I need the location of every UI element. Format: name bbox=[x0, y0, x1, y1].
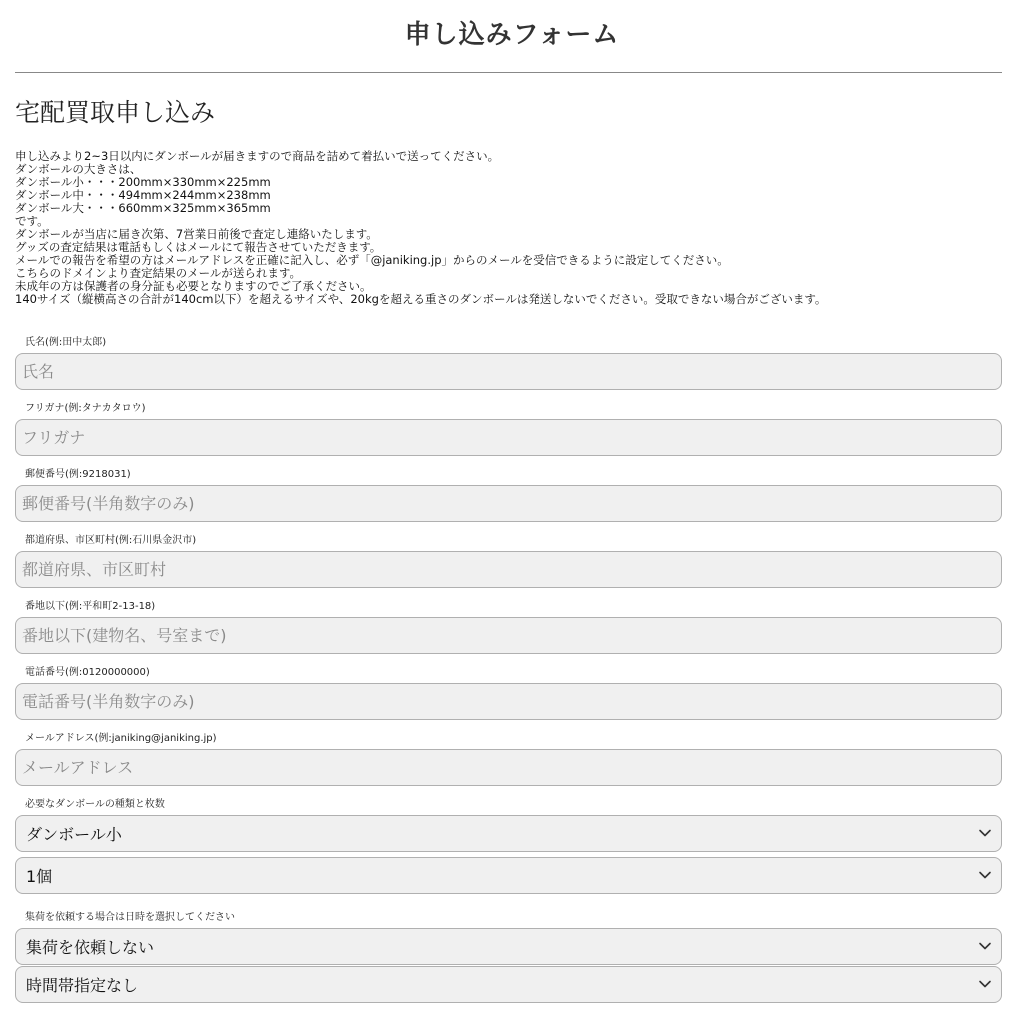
notice-line: こちらのドメインより査定結果のメールが送られます。 bbox=[15, 266, 302, 280]
header-divider bbox=[15, 72, 1002, 73]
box-count-select[interactable] bbox=[15, 857, 1002, 894]
notice-line: 申し込みより2~3日以内にダンボールが届きますので商品を詰めて着払いで送ってください。 bbox=[15, 149, 500, 163]
pickup-time-select[interactable] bbox=[15, 966, 1002, 1003]
furigana-label: フリガナ(例:タナカタロウ) bbox=[25, 403, 146, 414]
notice-line: ダンボールが当店に届き次第、7営業日前後で査定し連絡いたします。 bbox=[15, 227, 378, 241]
email-label: メールアドレス(例:janiking@janiking.jp) bbox=[25, 733, 217, 744]
notice-line: 未成年の方は保護者の身分証も必要となりますのでご了承ください。 bbox=[15, 279, 372, 293]
application-form bbox=[15, 336, 1002, 1008]
email-input[interactable] bbox=[15, 749, 1002, 786]
box-type-value[interactable]: ダンボール小 bbox=[15, 815, 1002, 852]
notice-text bbox=[15, 150, 1010, 306]
furigana-input[interactable] bbox=[15, 419, 1002, 456]
postal-code-input[interactable] bbox=[15, 485, 1002, 522]
pickup-date-value[interactable]: 集荷を依頼しない bbox=[15, 928, 1002, 965]
box-count-value[interactable]: 1個 bbox=[15, 857, 1002, 894]
pickup-date-select[interactable] bbox=[15, 928, 1002, 965]
prefecture-city-label: 都道府県、市区町村(例:石川県金沢市) bbox=[25, 535, 197, 546]
pickup-label: 集荷を依頼する場合は日時を選択してください bbox=[25, 912, 235, 923]
notice-line: メールでの報告を希望の方はメールアドレスを正確に記入し、必ず「@janiking.jp」からのメールを受信できるように設定してください。 bbox=[15, 253, 729, 267]
section-title: 宅配買取申し込み bbox=[15, 98, 216, 127]
prefecture-city-input[interactable] bbox=[15, 551, 1002, 588]
notice-line: ダンボール中・・・494mm×244mm×238mm bbox=[15, 188, 271, 202]
name-input[interactable] bbox=[15, 353, 1002, 390]
postal-code-label: 郵便番号(例:9218031) bbox=[25, 469, 131, 480]
box-selection-label: 必要なダンボールの種類と枚数 bbox=[25, 799, 165, 810]
street-address-label: 番地以下(例:平和町2-13-18) bbox=[25, 601, 156, 612]
notice-line: 140サイズ（縦横高さの合計が140cm以下）を超えるサイズや、20kgを超える重さのダンボールは発送しないでください。受取できない場合がございます。 bbox=[15, 292, 827, 306]
notice-line: ダンボール大・・・660mm×325mm×365mm bbox=[15, 201, 271, 215]
page-title: 申し込みフォーム bbox=[404, 20, 620, 50]
box-type-select[interactable] bbox=[15, 815, 1002, 852]
notice-line: ダンボール小・・・200mm×330mm×225mm bbox=[15, 175, 271, 189]
notice-line: グッズの査定結果は電話もしくはメールにて報告させていただきます。 bbox=[15, 240, 382, 254]
street-address-input[interactable] bbox=[15, 617, 1002, 654]
pickup-time-value[interactable]: 時間帯指定なし bbox=[15, 966, 1002, 1003]
notice-line: です。 bbox=[15, 214, 49, 228]
name-label: 氏名(例:田中太郎) bbox=[25, 337, 107, 348]
notice-line: ダンボールの大きさは、 bbox=[15, 162, 142, 176]
phone-label: 電話番号(例:0120000000) bbox=[25, 667, 150, 678]
phone-input[interactable] bbox=[15, 683, 1002, 720]
